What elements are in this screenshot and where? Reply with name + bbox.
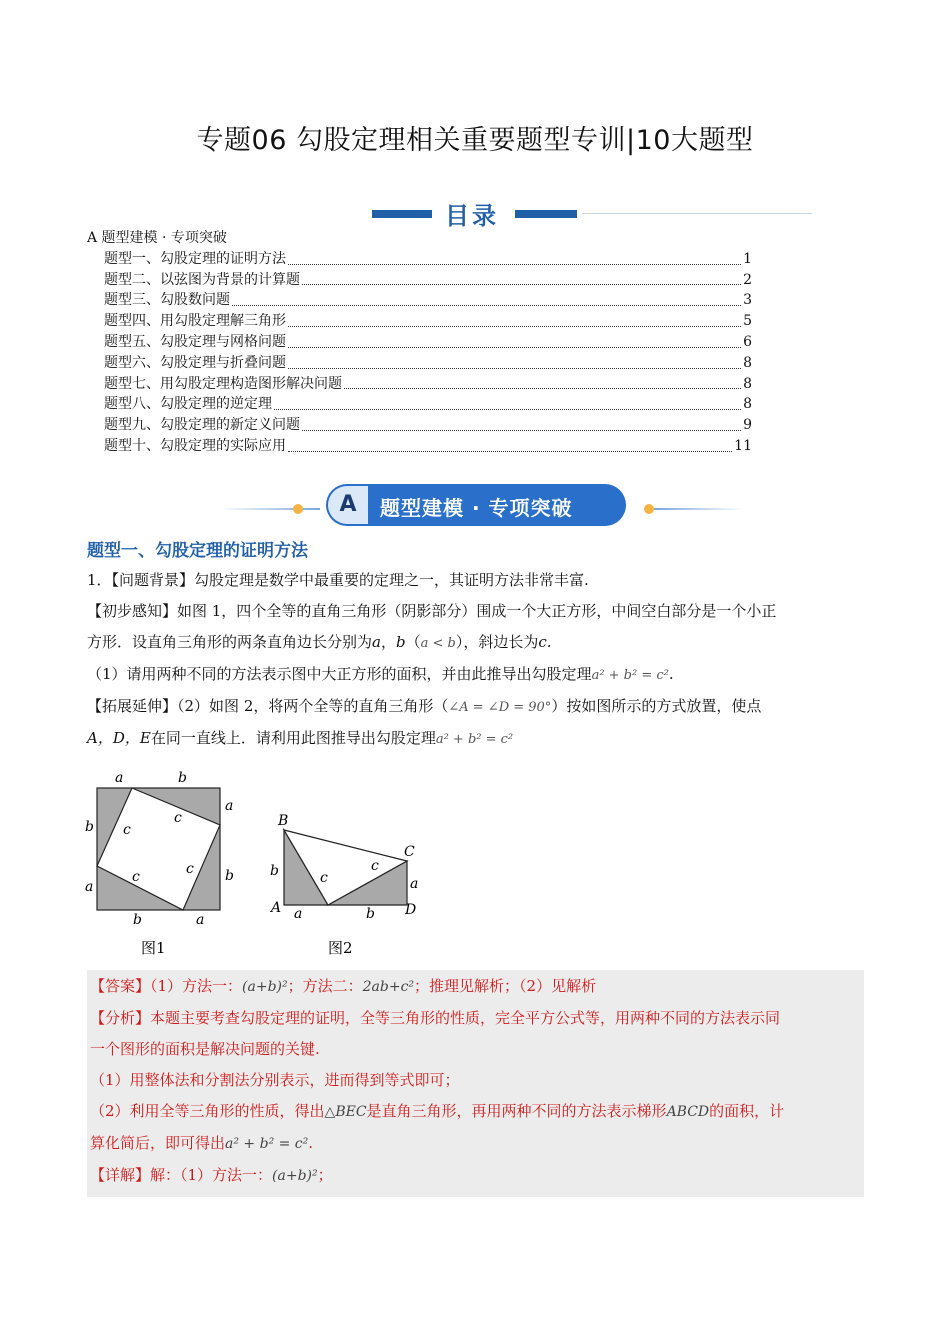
toc-item[interactable] xyxy=(87,249,752,270)
text: 【拓展延伸】（2）如图 2，将两个全等的直角三角形（ xyxy=(87,697,449,715)
toc-item-page: 3 xyxy=(743,292,752,309)
problem-line-3: 方形．设直角三角形的两条直角边长分别为a，b（a < b），斜边长为c. xyxy=(87,633,552,651)
fig2-label: D xyxy=(405,902,417,918)
text: . xyxy=(668,665,674,683)
analysis-line: 一个图形的面积是解决问题的关键. xyxy=(90,1040,320,1058)
fig2-label: c xyxy=(371,858,379,874)
problem-text xyxy=(87,565,867,755)
analysis-line xyxy=(87,1096,864,1128)
toc-heading-line xyxy=(582,213,812,214)
toc-item-label: 题型四、用勾股定理解三角形 xyxy=(104,313,286,330)
toc-bar-right xyxy=(515,210,577,218)
fig1-caption: 图1 xyxy=(141,939,166,957)
toc-item-label: 题型五、勾股定理与网格问题 xyxy=(104,333,286,350)
toc-item[interactable] xyxy=(87,311,752,332)
toc-item-page: 8 xyxy=(743,396,752,413)
toc-item-page: 8 xyxy=(743,375,752,392)
fig1-label: c xyxy=(123,822,131,838)
math: (a+b)² xyxy=(272,1168,318,1184)
fig1-label: b xyxy=(225,868,234,884)
banner-text: 题型建模 · 专项突破 xyxy=(380,496,573,520)
math: ABCD xyxy=(666,1104,710,1120)
fig1-label: a xyxy=(196,912,205,928)
toc-leader xyxy=(344,374,741,390)
toc-leader xyxy=(288,353,741,369)
text: ）按如图所示的方式放置，使点 xyxy=(551,697,762,715)
problem-line-6 xyxy=(87,723,867,755)
fig2-label: c xyxy=(320,870,328,886)
problem-line-2: 【初步感知】如图 1，四个全等的直角三角形（阴影部分）围成一个大正方形，中间空白部分是一个小正 xyxy=(87,602,777,620)
toc-item-label: 题型二、以弦图为背景的计算题 xyxy=(104,271,300,288)
fig1-label: a xyxy=(85,879,94,895)
answer-box xyxy=(87,970,864,1197)
toc-item-label: 题型十、勾股定理的实际应用 xyxy=(104,437,286,454)
toc-section[interactable]: A 题型建模 · 专项突破 xyxy=(87,230,227,246)
toc-leader xyxy=(288,249,741,265)
fig2-label: b xyxy=(366,906,375,922)
fig1-label: b xyxy=(133,912,142,928)
banner-line-left xyxy=(220,508,320,510)
toc-item-page: 11 xyxy=(734,437,752,454)
banner-dot-left xyxy=(293,504,303,514)
toc-item-page: 2 xyxy=(743,271,752,288)
fig2-label: B xyxy=(278,813,289,829)
toc-leader xyxy=(288,311,741,327)
figure-1 xyxy=(85,770,234,957)
toc-item-page: 9 xyxy=(743,417,752,434)
toc-item-label: 题型九、勾股定理的新定义问题 xyxy=(104,417,300,434)
toc-item-page: 6 xyxy=(743,333,752,350)
fig2-label: A xyxy=(271,900,282,916)
math: (a+b)² xyxy=(242,979,288,995)
text: 在同一直线上．请利用此图推导出勾股定理 xyxy=(150,729,436,747)
section-banner xyxy=(200,482,750,528)
toc-item-label: 题型八、勾股定理的逆定理 xyxy=(104,396,272,413)
toc-item[interactable] xyxy=(87,353,752,374)
section-title: 题型一、勾股定理的证明方法 xyxy=(87,541,308,561)
text: （1）请用两种不同的方法表示图中大正方形的面积，并由此推导出勾股定理 xyxy=(87,665,592,683)
problem-line-1: 1．【问题背景】勾股定理是数学中最重要的定理之一，其证明方法非常丰富. xyxy=(87,571,589,589)
toc-leader xyxy=(288,436,732,452)
toc-item[interactable] xyxy=(87,270,752,291)
toc-heading xyxy=(0,196,950,232)
math: a² + b² = c² xyxy=(225,1136,309,1152)
table-of-contents xyxy=(87,228,752,457)
toc-heading-text: 目录 xyxy=(445,202,499,230)
text: ，斜边长为 xyxy=(463,633,539,651)
toc-leader xyxy=(232,290,741,306)
formula-math-2: a² + b² = c² xyxy=(435,732,514,747)
toc-item[interactable] xyxy=(87,332,752,353)
text: 算化简后，即可得出 xyxy=(90,1134,226,1152)
detail-line xyxy=(87,1160,864,1192)
formula-math: a² + b² = c² xyxy=(591,668,669,683)
figure-2 xyxy=(269,813,418,957)
var-a: a xyxy=(372,633,381,651)
toc-bar-left xyxy=(372,210,432,218)
figure-diagrams xyxy=(82,768,442,968)
text: ；方法二： xyxy=(287,977,363,995)
banner-dot-right xyxy=(644,504,654,514)
toc-item[interactable] xyxy=(87,290,752,311)
text: （2）利用全等三角形的性质，得出 xyxy=(90,1102,325,1120)
problem-line-5 xyxy=(87,691,867,723)
fig2-label: b xyxy=(270,863,279,879)
fig2-caption: 图2 xyxy=(328,939,353,957)
toc-item[interactable] xyxy=(87,415,752,436)
var-b: b xyxy=(395,633,406,651)
text: ； xyxy=(317,1166,333,1184)
math: 2ab+c² xyxy=(362,979,415,995)
fig1-label: c xyxy=(174,810,182,826)
math: △BEC xyxy=(324,1104,367,1120)
toc-item-label: 题型一、勾股定理的证明方法 xyxy=(104,250,286,267)
answer-line xyxy=(87,971,864,1003)
toc-item[interactable] xyxy=(87,394,752,415)
text: 【详解】解：（1）方法一： xyxy=(90,1166,273,1184)
var-c: c. xyxy=(538,633,552,651)
toc-item-label: 题型七、用勾股定理构造图形解决问题 xyxy=(104,375,342,392)
text: ；推理见解析；（2）见解析 xyxy=(414,977,597,995)
text: 【答案】（1）方法一： xyxy=(90,977,243,995)
fig1-label: b xyxy=(178,770,187,786)
fig1-label: c xyxy=(186,861,194,877)
text: 是直角三角形，再用两种不同的方法表示梯形 xyxy=(366,1102,667,1120)
condition-math: a < b xyxy=(420,636,456,651)
fig1-label: b xyxy=(85,819,94,835)
toc-leader xyxy=(302,415,741,431)
problem-line-4 xyxy=(87,659,867,691)
fig2-label: a xyxy=(294,906,303,922)
banner-letter: A xyxy=(328,486,368,524)
toc-item[interactable] xyxy=(87,436,752,457)
angle-math: ∠A = ∠D = 90° xyxy=(448,700,552,715)
fig2-label: a xyxy=(410,876,419,892)
text: 的面积，计 xyxy=(709,1102,785,1120)
toc-item[interactable] xyxy=(87,374,752,395)
analysis-line: （1）用整体法和分割法分别表示，进而得到等式即可； xyxy=(90,1071,460,1089)
analysis-line xyxy=(87,1128,864,1160)
fig1-label: a xyxy=(115,770,124,786)
fig1-label: a xyxy=(225,798,234,814)
page-title: 专题06 勾股定理相关重要题型专训|10大题型 xyxy=(196,125,754,156)
toc-leader xyxy=(302,270,741,286)
toc-item-page: 8 xyxy=(743,354,752,371)
comma: ， xyxy=(380,633,396,651)
toc-item-label: 题型六、勾股定理与折叠问题 xyxy=(104,354,286,371)
analysis-line: 【分析】本题主要考查勾股定理的证明，全等三角形的性质，完全平方公式等，用两种不同的方法表示同 xyxy=(90,1009,781,1027)
toc-item-page: 5 xyxy=(743,313,752,330)
text: 方形．设直角三角形的两条直角边长分别为 xyxy=(87,633,373,651)
fig2-label: C xyxy=(404,844,415,860)
points-text: A，D，E xyxy=(87,729,151,747)
toc-item-page: 1 xyxy=(743,250,752,267)
banner-line-right xyxy=(654,508,744,510)
fig1-label: c xyxy=(132,869,140,885)
toc-leader xyxy=(288,332,741,348)
text: . xyxy=(308,1134,314,1152)
toc-item-label: 题型三、勾股数问题 xyxy=(104,292,230,309)
toc-leader xyxy=(274,394,741,410)
